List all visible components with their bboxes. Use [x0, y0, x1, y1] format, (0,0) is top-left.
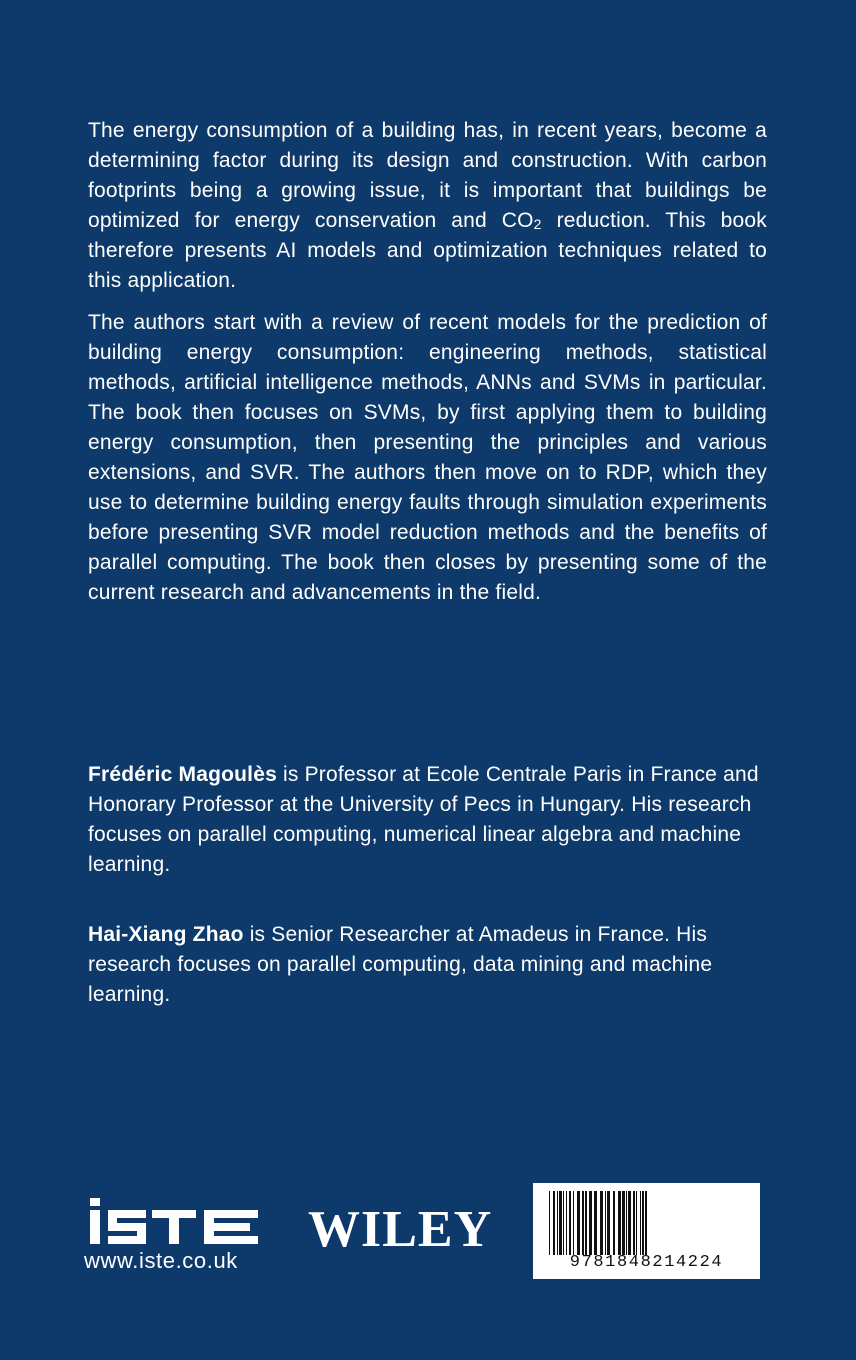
blurb-text-1b: reduction. This book therefore presents AI models and optimization techniques related to this application.: [88, 209, 768, 292]
barcode-bar: [613, 1191, 615, 1255]
barcode-bar: [594, 1191, 597, 1255]
wiley-logo: WILEY: [308, 1201, 493, 1258]
barcode-bar: [566, 1191, 567, 1255]
barcode-bar: [577, 1191, 580, 1255]
barcode-bar: [645, 1191, 647, 1255]
barcode-bar: [628, 1191, 631, 1255]
barcode-bar: [585, 1191, 587, 1255]
author-bio-2: [88, 920, 767, 1010]
barcode-bar: [569, 1191, 571, 1255]
barcode-bar: [553, 1191, 555, 1255]
barcode-bar: [589, 1191, 592, 1255]
barcode-bar: [549, 1191, 550, 1255]
barcode-bar: [563, 1191, 564, 1255]
barcode-bar: [640, 1191, 641, 1255]
isbn-barcode: [533, 1183, 760, 1279]
barcode-bar: [633, 1191, 635, 1255]
isbn-number: 9781848214224: [569, 1253, 724, 1272]
author-bio-1: [88, 760, 767, 880]
barcode-bar: [636, 1191, 637, 1255]
co2-subscript: 2: [533, 216, 542, 232]
barcode-bar: [607, 1191, 610, 1255]
barcode-bar: [573, 1191, 574, 1255]
barcode-bar: [642, 1191, 644, 1255]
iste-logo: [88, 1198, 260, 1244]
blurb-paragraph-2: [88, 308, 767, 608]
barcode-bar: [582, 1191, 584, 1255]
blurb-paragraph-1: [88, 116, 767, 296]
barcode-bar: [618, 1191, 621, 1255]
barcode-bar: [622, 1191, 625, 1255]
author-bio-text: is Senior Researcher at Amadeus in France. His research focuses on parallel computing, data mining and machine learning.: [88, 923, 713, 1006]
barcode-bar: [557, 1191, 558, 1255]
barcode-bars: [547, 1191, 749, 1255]
barcode-bar: [559, 1191, 562, 1255]
barcode-bar: [600, 1191, 603, 1255]
author-bio-text: is Professor at Ecole Centrale Paris in France and Honorary Professor at the University of Pecs in Hungary. His research focuses on parallel computing, numerical linear algebra and machine learning.: [88, 763, 759, 876]
barcode-bar: [626, 1191, 627, 1255]
blurb-text-2: The authors start with a review of recent models for the prediction of building energy consumption: engineering methods, statistical methods, artificial intelligence methods, ANNs and SVMs in particular. The book then focuses on SVMs, by first applying them to building energy consumption, then presenting the principles and various extensions, and SVR. The authors then move on to RDP, which they use to determine building energy faults through simulation experiments before presenting SVR model reduction methods and the benefits of parallel computing. The book then closes by presenting some of the current research and advancements in the field.: [88, 311, 767, 604]
author-name: Frédéric Magoulès: [88, 763, 277, 786]
blurb-text-1a: The energy consumption of a building has, in recent years, become a determining factor during its design and construction. With carbon footprints being a growing issue, it is important that buildings be optimized for energy conservation and CO: [88, 119, 767, 232]
author-name: Hai-Xiang Zhao: [88, 923, 244, 946]
barcode-bar: [605, 1191, 606, 1255]
iste-url: www.iste.co.uk: [84, 1248, 238, 1273]
